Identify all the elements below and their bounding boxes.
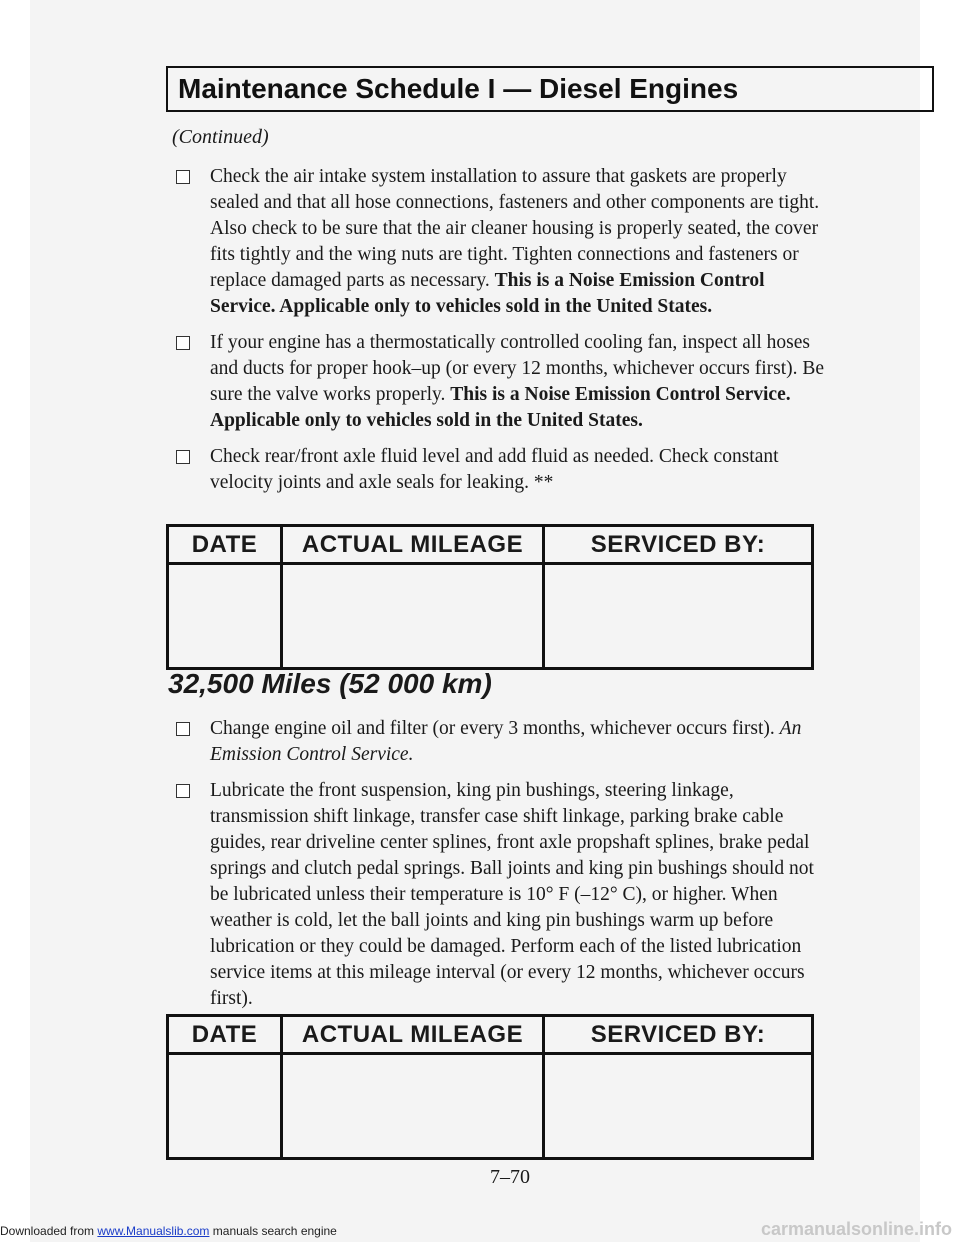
checklist-item bbox=[172, 444, 832, 496]
item-text: Check rear/front axle fluid level and add fluid as needed. Check constant velocity joints and axle seals for leaking. ** bbox=[210, 446, 779, 493]
footer-suffix: manuals search engine bbox=[209, 1224, 337, 1238]
page-number: 7–70 bbox=[490, 1166, 530, 1188]
mileage-heading: 32,500 Miles (52 000 km) bbox=[168, 668, 492, 699]
checkbox-icon[interactable] bbox=[176, 170, 190, 184]
date-cell[interactable] bbox=[169, 1055, 283, 1157]
service-log-table bbox=[166, 524, 814, 670]
checklist-section-2 bbox=[172, 716, 832, 1022]
serviced-by-header: SERVICED BY: bbox=[545, 1017, 811, 1055]
serviced-by-cell[interactable] bbox=[545, 565, 811, 667]
service-log-table bbox=[166, 1014, 814, 1160]
item-text: Lubricate the front suspension, king pin bushings, steering linkage, transmission shift linkage, transfer case shift linkage, parking brake cable guides, rear driveline center splines, front axle propshaft splines, brake pedal springs and clutch pedal springs. Ball joints and king pin bushings should not be lubricated unless their temperature is 10° F (–12° C), or higher. When weather is cold, let the ball joints and king pin bushings warm up before lubrication or they could be damaged. Perform each of the listed lubrication service items at this mileage interval (or every 12 months, whichever occurs first). bbox=[210, 780, 814, 1009]
item-text: Check the air intake system installation to assure that gaskets are properly sealed and that all hose connections, fasteners and other components are tight. Also check to be sure that the air cleaner housing is properly seated, the cover fits tightly and the wing nuts are tight. Tighten connections and fasteners or replace damaged parts as necessary. bbox=[210, 166, 820, 291]
checklist-item bbox=[172, 778, 832, 1012]
actual-mileage-header: ACTUAL MILEAGE bbox=[283, 527, 545, 565]
date-cell[interactable] bbox=[169, 565, 283, 667]
watermark: carmanualsonline.info bbox=[760, 1219, 952, 1239]
checkbox-icon[interactable] bbox=[176, 450, 190, 464]
item-text: Change engine oil and filter (or every 3 months, whichever occurs first). bbox=[210, 718, 780, 739]
checkbox-icon[interactable] bbox=[176, 336, 190, 350]
checklist-section-1 bbox=[172, 164, 832, 506]
checkbox-icon[interactable] bbox=[176, 722, 190, 736]
serviced-by-header: SERVICED BY: bbox=[545, 527, 811, 565]
date-header: DATE bbox=[169, 1017, 283, 1055]
section-title: Maintenance Schedule I — Diesel Engines bbox=[166, 66, 934, 112]
actual-mileage-header: ACTUAL MILEAGE bbox=[283, 1017, 545, 1055]
actual-mileage-cell[interactable] bbox=[283, 1055, 545, 1157]
footer-prefix: Downloaded from bbox=[0, 1224, 98, 1238]
item-italic-note: An Emission Control Service. bbox=[210, 718, 802, 765]
date-header: DATE bbox=[169, 527, 283, 565]
item-text: If your engine has a thermostatically controlled cooling fan, inspect all hoses and ducts for proper hook–up (or every 12 months, whichever occurs first). Be sure the valve works properly. bbox=[210, 332, 825, 405]
item-bold-note: This is a Noise Emission Control Service. Applicable only to vehicles sold in the United States. bbox=[210, 384, 791, 431]
actual-mileage-cell[interactable] bbox=[283, 565, 545, 667]
checklist-item bbox=[172, 164, 832, 320]
checklist-item bbox=[172, 330, 832, 434]
checkbox-icon[interactable] bbox=[176, 784, 190, 798]
manualslib-link[interactable]: www.Manualslib.com bbox=[97, 1224, 210, 1238]
continued-label: (Continued) bbox=[172, 126, 269, 148]
download-footer bbox=[0, 1224, 337, 1238]
item-bold-note: This is a Noise Emission Control Service. Applicable only to vehicles sold in the United States. bbox=[210, 270, 765, 317]
checklist-item bbox=[172, 716, 832, 768]
serviced-by-cell[interactable] bbox=[545, 1055, 811, 1157]
